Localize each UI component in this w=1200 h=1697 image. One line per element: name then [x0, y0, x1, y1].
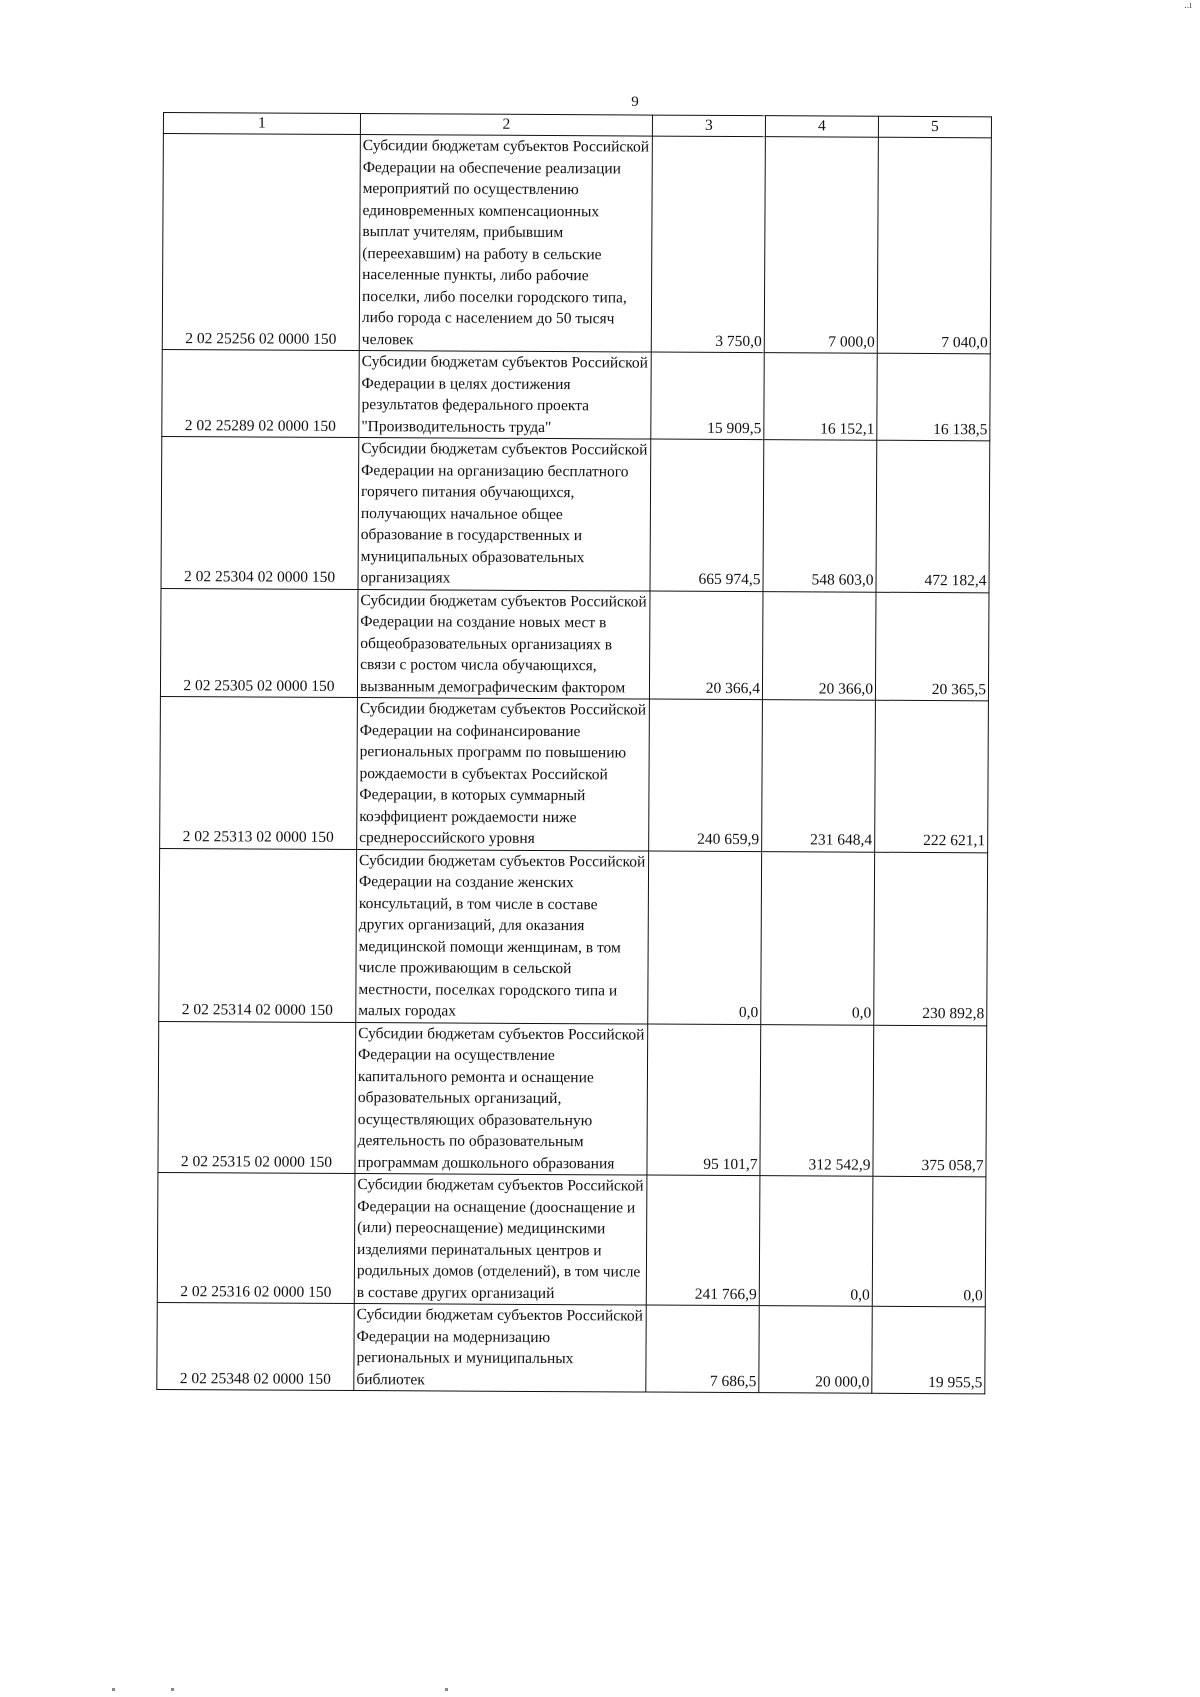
row-code: 2 02 25256 02 0000 150: [162, 134, 360, 351]
row-value-year-1: 7 686,5: [646, 1305, 759, 1393]
row-description: Субсидии бюджетам субъектов Российской Федерации на осуществление капитального ремонта и оснащение образовательных организаций, осуществляющих образовательную деятельность по образовательным программам дошкольного образования: [355, 1022, 648, 1175]
row-description: Субсидии бюджетам субъектов Российской Федерации на софинансирование региональных программ по повышению рождаемости в субъектах Российской Федерации, в которых суммарный коэффициент рождаемости ниже среднероссийского уровня: [357, 698, 650, 851]
row-value-year-1: 15 909,5: [651, 352, 764, 440]
budget-table: [156, 112, 992, 1394]
scan-edge-marks: [0, 1688, 1200, 1692]
row-value-year-1: 241 766,9: [646, 1175, 760, 1306]
row-value-year-1: 240 659,9: [649, 699, 763, 851]
row-value-year-2: 231 648,4: [762, 700, 876, 852]
scan-mark: ..ı: [1184, 0, 1192, 11]
row-value-year-3: 222 621,1: [875, 700, 989, 852]
table-row: [162, 349, 990, 440]
page-number: 9: [631, 94, 639, 110]
row-description: Субсидии бюджетам субъектов Российской Федерации на обеспечение реализации мероприятий по осуществлению единовременных компенсационных выплат учителям, прибывшим (переехавшим) на работу в сельские населенные пункты, либо рабочие поселки, либо поселки городского типа, либо города с населением до 50 тысяч человек: [359, 135, 652, 353]
row-description: Субсидии бюджетам субъектов Российской Федерации на модернизацию региональных и муниципальных библиотек: [354, 1304, 646, 1393]
row-value-year-3: 230 892,8: [874, 852, 988, 1026]
column-header-code: 1: [163, 113, 360, 135]
row-value-year-3: 16 138,5: [877, 353, 990, 441]
row-value-year-2: 20 366,0: [762, 591, 876, 700]
row-code: 2 02 25316 02 0000 150: [157, 1172, 355, 1303]
row-value-year-3: 7 040,0: [877, 137, 991, 354]
column-header-year-1: 3: [652, 115, 765, 137]
table-row: [159, 848, 988, 1025]
row-code: 2 02 25289 02 0000 150: [162, 349, 359, 437]
row-code: 2 02 25313 02 0000 150: [160, 696, 358, 849]
row-code: 2 02 25304 02 0000 150: [161, 436, 359, 589]
table-row: [161, 436, 990, 592]
row-value-year-1: 20 366,4: [649, 591, 763, 700]
row-description: Субсидии бюджетам субъектов Российской Федерации в целях достижения результатов федерального проекта "Производительность труда": [359, 351, 651, 440]
table-row: [157, 1302, 985, 1393]
scan-dot: [112, 1688, 115, 1691]
row-value-year-2: 16 152,1: [764, 353, 877, 441]
row-value-year-3: 0,0: [872, 1176, 986, 1307]
row-value-year-1: 665 974,5: [650, 439, 764, 591]
row-value-year-1: 0,0: [648, 851, 762, 1025]
row-value-year-2: 548 603,0: [763, 440, 877, 592]
table-row: [160, 696, 989, 852]
table-row: [158, 1021, 987, 1177]
row-value-year-2: 0,0: [759, 1176, 873, 1307]
row-code: 2 02 25315 02 0000 150: [158, 1021, 356, 1174]
row-value-year-2: 20 000,0: [759, 1306, 872, 1394]
row-value-year-3: 20 365,5: [875, 592, 989, 701]
scan-dot: [171, 1688, 174, 1691]
column-header-year-3: 5: [878, 116, 991, 138]
table-row: [160, 588, 989, 701]
row-value-year-1: 3 750,0: [651, 136, 765, 353]
row-value-year-2: 0,0: [761, 851, 875, 1025]
row-code: 2 02 25314 02 0000 150: [159, 848, 357, 1022]
scan-dot: [445, 1688, 448, 1691]
column-header-year-2: 4: [765, 116, 878, 138]
table-row: [162, 134, 991, 354]
row-value-year-1: 95 101,7: [647, 1024, 761, 1176]
row-code: 2 02 25348 02 0000 150: [157, 1302, 354, 1390]
column-header-description: 2: [360, 114, 652, 137]
table-row: [157, 1172, 986, 1306]
row-value-year-3: 472 182,4: [876, 440, 990, 592]
row-description: Субсидии бюджетам субъектов Российской Федерации на создание новых мест в общеобразовательных организациях в связи с ростом числа обучающихся, вызванным демографическим фактором: [357, 589, 650, 699]
row-value-year-2: 7 000,0: [764, 137, 878, 354]
row-description: Субсидии бюджетам субъектов Российской Федерации на создание женских консультаций, в том числе в составе других организаций, для оказания медицинской помощи женщинам, в том числе проживающим в сельской местности, поселках городского типа и малых городах: [356, 849, 649, 1024]
row-value-year-3: 375 058,7: [873, 1025, 987, 1177]
row-description: Субсидии бюджетам субъектов Российской Федерации на организацию бесплатного горячего питания обучающихся, получающих начальное общее образование в государственных и муниципальных образовательных организациях: [358, 438, 651, 591]
row-value-year-3: 19 955,5: [872, 1306, 985, 1394]
row-code: 2 02 25305 02 0000 150: [160, 588, 358, 698]
row-value-year-2: 312 542,9: [760, 1024, 874, 1176]
row-description: Субсидии бюджетам субъектов Российской Федерации на оснащение (дооснащение и (или) переоснащение) медицинскими изделиями перинатальных центров и родильных домов (отделений), в том числе в составе других организаций: [354, 1174, 647, 1306]
